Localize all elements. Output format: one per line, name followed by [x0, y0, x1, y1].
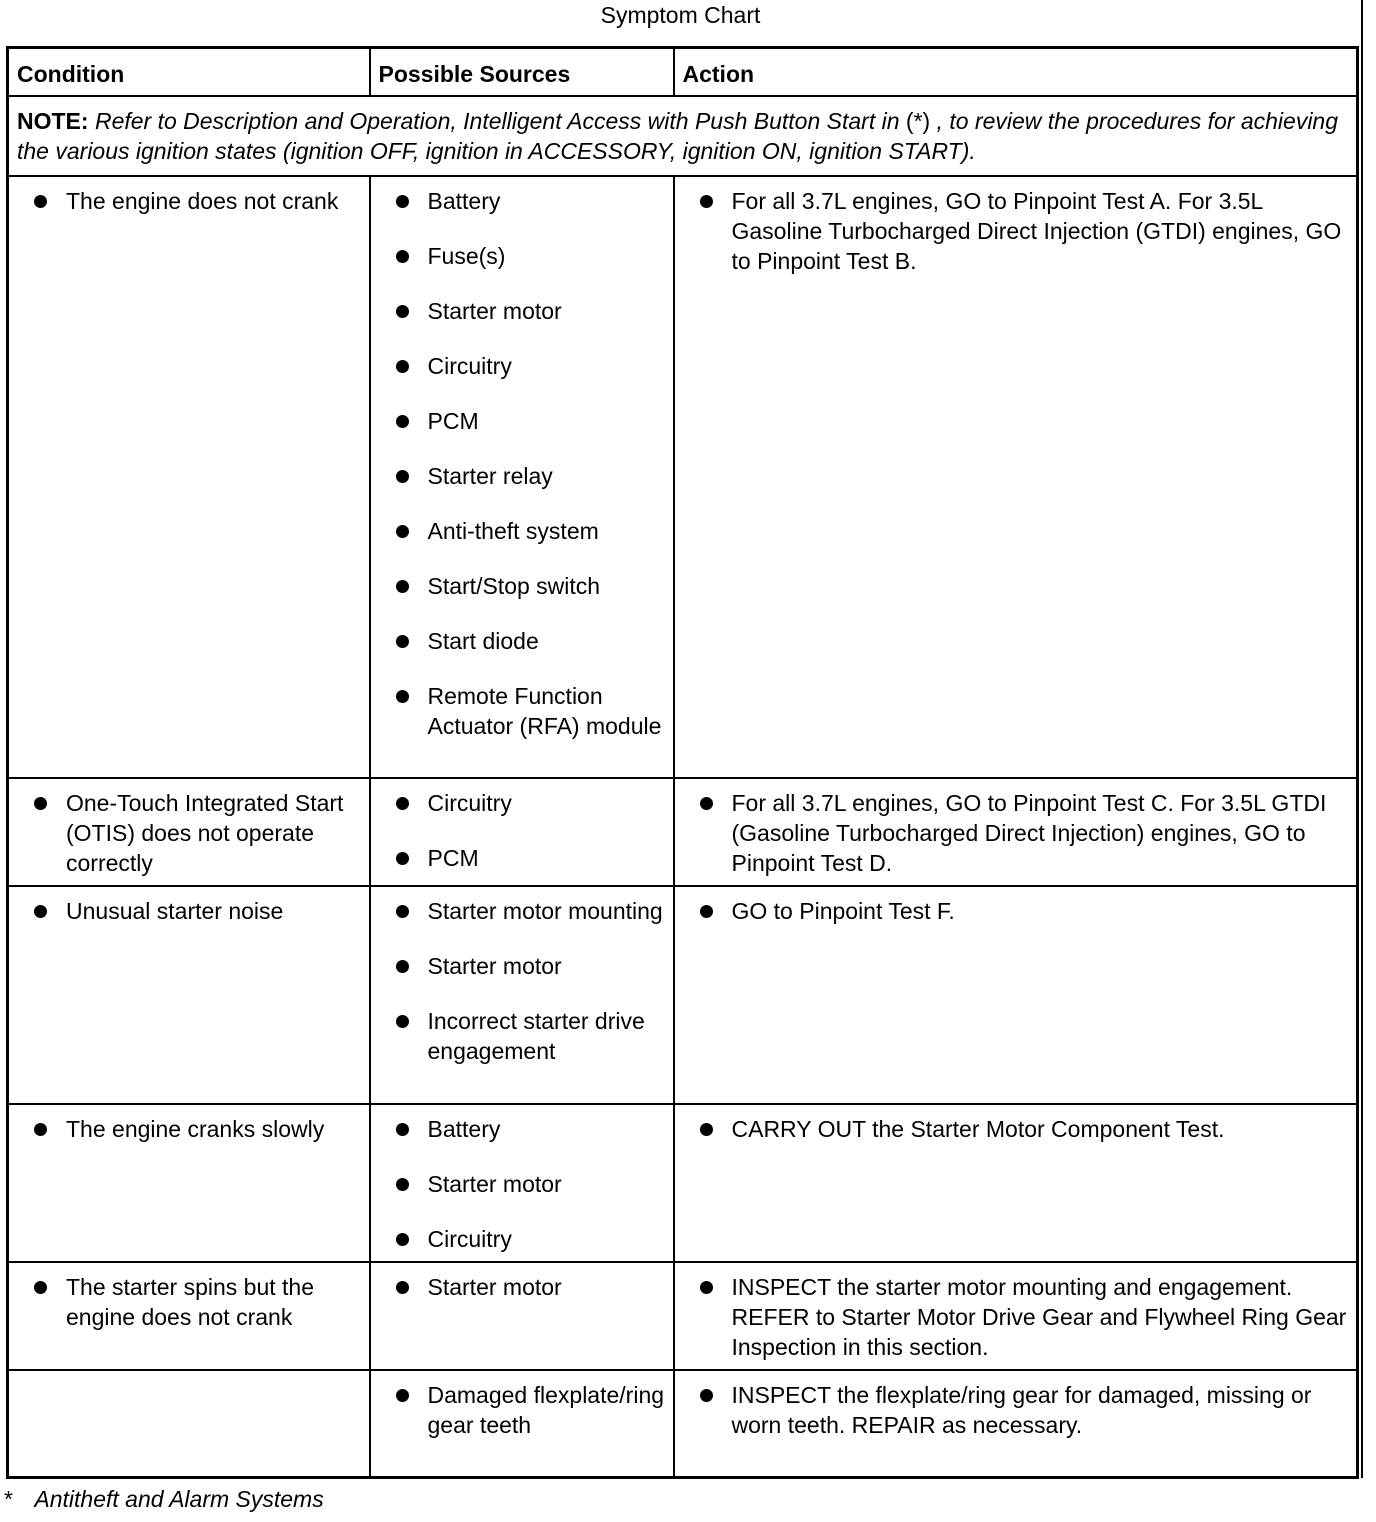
possible-sources-cell [370, 778, 674, 886]
bullet-icon [396, 960, 409, 973]
bullet-icon [700, 195, 713, 208]
bullet-icon [396, 1233, 409, 1246]
list-item [9, 1114, 363, 1144]
bullet-icon [396, 797, 409, 810]
list-item [675, 186, 1351, 276]
condition-list [9, 177, 369, 222]
bullet-icon [396, 1178, 409, 1191]
list-item-text: One-Touch Integrated Start (OTIS) does not operate correctly [66, 789, 344, 876]
condition-cell [8, 176, 370, 778]
list-item-text: Incorrect starter drive engagement [427, 1007, 645, 1064]
action-list [675, 1105, 1357, 1150]
list-item-text: For all 3.7L engines, GO to Pinpoint Test A. For 3.5L Gasoline Turbocharged Direct Injection (GTDI) engines, GO to Pinpoint Test B. [731, 187, 1342, 274]
bullet-icon [396, 905, 409, 918]
bullet-icon [396, 525, 409, 538]
condition-list [9, 1105, 369, 1150]
action-cell [674, 778, 1358, 886]
bullet-icon [396, 1389, 409, 1402]
list-item-text: The engine does not crank [66, 187, 339, 214]
list-item-text: INSPECT the flexplate/ring gear for damaged, missing or worn teeth. REPAIR as necessary. [731, 1381, 1312, 1438]
list-item-text: Starter motor [427, 1273, 562, 1300]
symptom-chart-table [6, 46, 1359, 1479]
list-item [371, 1380, 667, 1440]
bullet-icon [396, 635, 409, 648]
condition-list [9, 1263, 369, 1338]
action-list [675, 1263, 1357, 1368]
list-item-text: The engine cranks slowly [66, 1115, 325, 1142]
list-item [675, 788, 1351, 878]
list-item [371, 1169, 667, 1199]
list-item [371, 461, 667, 491]
list-item-text: For all 3.7L engines, GO to Pinpoint Test C. For 3.5L GTDI (Gasoline Turbocharged Direct Injection) engines, GO to Pinpoint Test D. [731, 789, 1327, 876]
list-item-text: CARRY OUT the Starter Motor Component Test. [731, 1115, 1225, 1142]
condition-cell [8, 1104, 370, 1262]
list-item [371, 843, 667, 873]
list-item-text: Damaged flexplate/ring gear teeth [427, 1381, 665, 1438]
list-item-text: INSPECT the starter motor mounting and engagement. REFER to Starter Motor Drive Gear and Flywheel Ring Gear Inspection in this section. [731, 1273, 1347, 1360]
list-item [9, 896, 363, 926]
table-row [8, 1370, 1358, 1478]
list-item-text: Starter relay [427, 462, 553, 489]
list-item [675, 896, 1351, 926]
action-cell [674, 886, 1358, 1104]
list-item [675, 1272, 1351, 1362]
list-item [371, 1224, 667, 1254]
list-item [371, 626, 667, 656]
bullet-icon [34, 195, 47, 208]
header-condition: Condition [8, 48, 370, 96]
list-item [675, 1114, 1351, 1144]
bullet-icon [396, 470, 409, 483]
bullet-icon [34, 1281, 47, 1294]
list-item [371, 351, 667, 381]
page-right-rule [1361, 0, 1363, 1478]
footnote [4, 1484, 324, 1514]
list-item [371, 1272, 667, 1302]
note-text-before: Refer to Description and Operation, Intelligent Access with Push Button Start in [94, 107, 900, 134]
possible-sources-cell [370, 1370, 674, 1478]
list-item-text: Fuse(s) [427, 242, 506, 269]
action-cell [674, 1370, 1358, 1478]
condition-cell [8, 778, 370, 886]
list-item-text: Starter motor [427, 952, 562, 979]
bullet-icon [700, 905, 713, 918]
list-item-text: GO to Pinpoint Test F. [731, 897, 955, 924]
bullet-icon [700, 1123, 713, 1136]
possible-sources-cell [370, 886, 674, 1104]
header-action: Action [674, 48, 1358, 96]
list-item [371, 788, 667, 818]
sources-list [371, 1263, 673, 1308]
condition-cell [8, 886, 370, 1104]
action-list [675, 177, 1357, 282]
chart-title: Symptom Chart [600, 2, 761, 28]
list-item-text: PCM [427, 844, 479, 871]
footnote-text: Antitheft and Alarm Systems [34, 1486, 324, 1512]
action-list [675, 887, 1357, 932]
sources-list [371, 1105, 673, 1260]
bullet-icon [396, 360, 409, 373]
bullet-icon [700, 1281, 713, 1294]
condition-list [9, 779, 369, 884]
list-item [371, 1114, 667, 1144]
list-item-text: Remote Function Actuator (RFA) module [427, 682, 662, 739]
list-item [9, 788, 363, 878]
action-cell [674, 1104, 1358, 1262]
list-item-text: PCM [427, 407, 479, 434]
list-item [9, 186, 363, 216]
action-list [675, 1371, 1357, 1446]
bullet-icon [396, 690, 409, 703]
list-item-text: Starter motor [427, 1170, 562, 1197]
header-possible-sources: Possible Sources [370, 48, 674, 96]
table-row [8, 1104, 1358, 1262]
bullet-icon [396, 1015, 409, 1028]
note-row [8, 96, 1358, 176]
action-cell [674, 1262, 1358, 1370]
possible-sources-cell [370, 1104, 674, 1262]
action-cell [674, 176, 1358, 778]
list-item [371, 186, 667, 216]
bullet-icon [396, 250, 409, 263]
table-row [8, 1262, 1358, 1370]
list-item-text: Starter motor [427, 297, 562, 324]
condition-cell [8, 1370, 370, 1478]
table-header-row [8, 48, 1358, 96]
list-item-text: Circuitry [427, 352, 512, 379]
condition-cell [8, 1262, 370, 1370]
bullet-icon [396, 1281, 409, 1294]
action-list [675, 779, 1357, 884]
note-marker: (*) [905, 107, 931, 134]
list-item [371, 296, 667, 326]
note-cell [8, 96, 1358, 176]
bullet-icon [396, 305, 409, 318]
list-item-text: Circuitry [427, 789, 512, 816]
list-item-text: Unusual starter noise [66, 897, 284, 924]
bullet-icon [700, 797, 713, 810]
note-text-after: , to review the procedures for achieving the various ignition states (ignition OFF, ignition in ACCESSORY, ignition ON, ignition START). [17, 107, 1339, 164]
bullet-icon [396, 415, 409, 428]
list-item-text: Start diode [427, 627, 539, 654]
list-item [371, 516, 667, 546]
possible-sources-cell [370, 176, 674, 778]
bullet-icon [396, 195, 409, 208]
list-item [9, 1272, 363, 1332]
list-item-text: Battery [427, 1115, 501, 1142]
list-item-text: Starter motor mounting [427, 897, 663, 924]
list-item-text: The starter spins but the engine does not crank [66, 1273, 315, 1330]
bullet-icon [34, 905, 47, 918]
bullet-icon [396, 852, 409, 865]
table-row [8, 886, 1358, 1104]
sources-list [371, 887, 673, 1072]
list-item [371, 241, 667, 271]
bullet-icon [34, 797, 47, 810]
sources-list [371, 779, 673, 879]
list-item [371, 571, 667, 601]
list-item [371, 896, 667, 926]
table-row [8, 176, 1358, 778]
list-item [371, 1006, 667, 1066]
sources-list [371, 1371, 673, 1446]
list-item-text: Start/Stop switch [427, 572, 601, 599]
list-item [371, 406, 667, 436]
table-row [8, 778, 1358, 886]
sources-list [371, 177, 673, 747]
list-item [371, 681, 667, 741]
bullet-icon [396, 1123, 409, 1136]
bullet-icon [34, 1123, 47, 1136]
bullet-icon [396, 580, 409, 593]
list-item-text: Anti-theft system [427, 517, 599, 544]
list-item-text: Circuitry [427, 1225, 512, 1252]
list-item-text: Battery [427, 187, 501, 214]
list-item [675, 1380, 1351, 1440]
condition-list [9, 887, 369, 932]
footnote-marker: * [4, 1486, 13, 1512]
list-item [371, 951, 667, 981]
note-label: NOTE: [17, 107, 89, 134]
possible-sources-cell [370, 1262, 674, 1370]
bullet-icon [700, 1389, 713, 1402]
